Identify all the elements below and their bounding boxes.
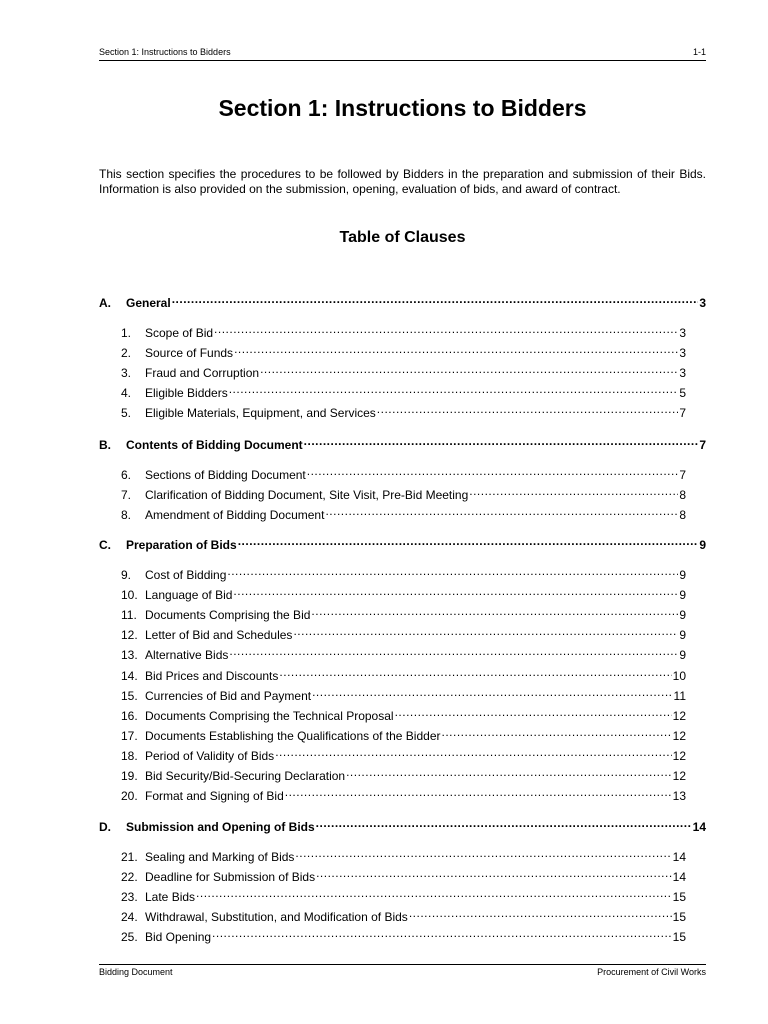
clause-label: Fraud and Corruption <box>145 366 260 380</box>
toc-clause[interactable] <box>121 705 686 723</box>
toc-section[interactable] <box>99 292 706 310</box>
page-number: 5 <box>679 386 686 400</box>
page-number: 3 <box>679 346 686 360</box>
clause-label: Deadline for Submission of Bids <box>145 870 316 884</box>
page-number: 3 <box>679 366 686 380</box>
toc-clause[interactable] <box>121 926 686 944</box>
page-number: 3 <box>699 296 706 310</box>
header-page-number: 1-1 <box>692 47 706 57</box>
dot-leader <box>377 402 679 417</box>
clause-label: Format and Signing of Bid <box>145 789 284 803</box>
clause-label: Currencies of Bid and Payment <box>145 689 312 703</box>
dot-leader <box>285 785 672 800</box>
clause-label: Documents Comprising the Technical Proposal <box>145 709 394 723</box>
dot-leader <box>172 292 699 307</box>
clause-label: Scope of Bid <box>145 326 214 340</box>
toc-clause[interactable] <box>121 846 686 864</box>
clause-label: Documents Establishing the Qualifications of the Bidder <box>145 729 441 743</box>
toc-section[interactable] <box>99 534 706 552</box>
clause-number: 4. <box>121 386 132 400</box>
clause-number: 25. <box>121 930 138 944</box>
toc-clause[interactable] <box>121 604 686 622</box>
section-letter: D. <box>99 820 111 834</box>
page-number: 14 <box>672 850 686 864</box>
toc-clause[interactable] <box>121 362 686 380</box>
dot-leader <box>275 745 671 760</box>
toc-clause[interactable] <box>121 725 686 743</box>
toc-clause[interactable] <box>121 624 686 642</box>
page-number: 9 <box>679 568 686 582</box>
dot-leader <box>409 906 672 921</box>
page-number: 15 <box>672 930 686 944</box>
clause-label: Alternative Bids <box>145 648 229 662</box>
dot-leader <box>307 464 679 479</box>
clause-number: 11. <box>121 608 137 622</box>
page-number: 12 <box>672 729 686 743</box>
footer-document-name: Bidding Document <box>99 967 173 977</box>
clause-number: 21. <box>121 850 138 864</box>
clause-number: 13. <box>121 648 138 662</box>
clause-number: 5. <box>121 406 132 420</box>
section-label: Preparation of Bids <box>126 538 237 552</box>
clause-label: Letter of Bid and Schedules <box>145 628 293 642</box>
page-number: 12 <box>672 709 686 723</box>
page-number: 13 <box>672 789 686 803</box>
dot-leader <box>229 382 679 397</box>
dot-leader <box>238 534 699 549</box>
clause-number: 15. <box>121 689 138 703</box>
clause-label: Language of Bid <box>145 588 233 602</box>
dot-leader <box>260 362 678 377</box>
dot-leader <box>316 866 672 881</box>
dot-leader <box>295 846 671 861</box>
page-title: Section 1: Instructions to Bidders <box>218 95 587 121</box>
page-number: 7 <box>679 468 686 482</box>
toc-clause[interactable] <box>121 484 686 502</box>
clause-number: 12. <box>121 628 138 642</box>
toc-clause[interactable] <box>121 564 686 582</box>
toc-clause[interactable] <box>121 685 686 703</box>
dot-leader <box>469 484 678 499</box>
clause-number: 17. <box>121 729 138 743</box>
page-number: 11 <box>673 689 686 703</box>
clause-label: Eligible Materials, Equipment, and Services <box>145 406 376 420</box>
clause-label: Eligible Bidders <box>145 386 228 400</box>
toc-clause[interactable] <box>121 402 686 420</box>
clause-number: 16. <box>121 709 138 723</box>
page-number: 3 <box>679 326 686 340</box>
page-number: 12 <box>672 749 686 763</box>
clause-label: Source of Funds <box>145 346 234 360</box>
toc-clause[interactable] <box>121 382 686 400</box>
clause-label: Period of Validity of Bids <box>145 749 275 763</box>
dot-leader <box>229 644 678 659</box>
clause-number: 10. <box>121 588 138 602</box>
clause-number: 1. <box>121 326 132 340</box>
intro-paragraph: This section specifies the procedures to be followed by Bidders in the preparation and submission of their Bids. Information is also provided on the submission, opening, evaluation of bids, and award of contract. <box>99 167 706 196</box>
dot-leader <box>311 604 678 619</box>
dot-leader <box>233 584 678 599</box>
header-section-title: Section 1: Instructions to Bidders <box>99 47 231 57</box>
section-letter: A. <box>99 296 111 310</box>
page-number: 8 <box>679 488 686 502</box>
clause-number: 18. <box>121 749 138 763</box>
toc-clause[interactable] <box>121 464 686 482</box>
dot-leader <box>325 504 678 519</box>
clause-number: 20. <box>121 789 138 803</box>
page-number: 7 <box>699 438 706 452</box>
clause-label: Bid Security/Bid-Securing Declaration <box>145 769 346 783</box>
clause-number: 6. <box>121 468 132 482</box>
page-number: 9 <box>679 628 686 642</box>
page-number: 7 <box>679 406 686 420</box>
dot-leader <box>234 342 678 357</box>
toc-clause[interactable] <box>121 765 686 783</box>
running-footer <box>99 964 706 979</box>
page-number: 15 <box>672 890 686 904</box>
clause-number: 2. <box>121 346 132 360</box>
dot-leader <box>346 765 672 780</box>
clause-number: 9. <box>121 568 132 582</box>
page-number: 9 <box>679 648 686 662</box>
clause-label: Withdrawal, Substitution, and Modification of Bids <box>145 910 408 924</box>
clause-number: 3. <box>121 366 132 380</box>
toc-clause[interactable] <box>121 504 686 522</box>
toc-clause[interactable] <box>121 665 686 683</box>
dot-leader <box>293 624 678 639</box>
page-number: 9 <box>679 588 686 602</box>
toc-clause[interactable] <box>121 322 686 340</box>
toc-section[interactable] <box>99 434 706 452</box>
toc-clause[interactable] <box>121 584 686 602</box>
dot-leader <box>212 926 672 941</box>
clause-number: 8. <box>121 508 132 522</box>
toc-clause[interactable] <box>121 644 686 662</box>
toc-clause[interactable] <box>121 866 686 884</box>
toc-clause[interactable] <box>121 886 686 904</box>
section-label: Submission and Opening of Bids <box>126 820 315 834</box>
clause-label: Sealing and Marking of Bids <box>145 850 295 864</box>
clause-number: 23. <box>121 890 138 904</box>
page-number: 8 <box>679 508 686 522</box>
toc-title: Table of Clauses <box>339 229 466 246</box>
clause-label: Cost of Bidding <box>145 568 227 582</box>
dot-leader <box>196 886 672 901</box>
page-number: 10 <box>672 669 686 683</box>
clause-label: Documents Comprising the Bid <box>145 608 311 622</box>
clause-number: 7. <box>121 488 132 502</box>
clause-number: 19. <box>121 769 138 783</box>
dot-leader <box>312 685 672 700</box>
clause-label: Late Bids <box>145 890 196 904</box>
page-number: 9 <box>699 538 706 552</box>
page-number: 12 <box>672 769 686 783</box>
page-number: 9 <box>679 608 686 622</box>
page-number: 14 <box>692 820 706 834</box>
clause-number: 22. <box>121 870 138 884</box>
dot-leader <box>227 564 678 579</box>
toc-clause[interactable] <box>121 906 686 924</box>
clause-number: 14. <box>121 669 138 683</box>
clause-label: Clarification of Bidding Document, Site Visit, Pre-Bid Meeting <box>145 488 469 502</box>
section-label: General <box>126 296 171 310</box>
section-letter: B. <box>99 438 111 452</box>
clause-label: Sections of Bidding Document <box>145 468 306 482</box>
dot-leader <box>395 705 672 720</box>
clause-label: Bid Prices and Discounts <box>145 669 279 683</box>
dot-leader <box>279 665 671 680</box>
dot-leader <box>304 434 699 449</box>
dot-leader <box>214 322 678 337</box>
page-number: 15 <box>672 910 686 924</box>
dot-leader <box>316 816 692 831</box>
section-letter: C. <box>99 538 111 552</box>
dot-leader <box>442 725 672 740</box>
toc-section[interactable] <box>99 816 706 834</box>
section-label: Contents of Bidding Document <box>126 438 303 452</box>
clause-label: Amendment of Bidding Document <box>145 508 325 522</box>
clause-number: 24. <box>121 910 138 924</box>
footer-procurement-type: Procurement of Civil Works <box>597 967 706 977</box>
toc-clause[interactable] <box>121 785 686 803</box>
toc-clause[interactable] <box>121 342 686 360</box>
toc-clause[interactable] <box>121 745 686 763</box>
page-number: 14 <box>672 870 686 884</box>
clause-label: Bid Opening <box>145 930 212 944</box>
